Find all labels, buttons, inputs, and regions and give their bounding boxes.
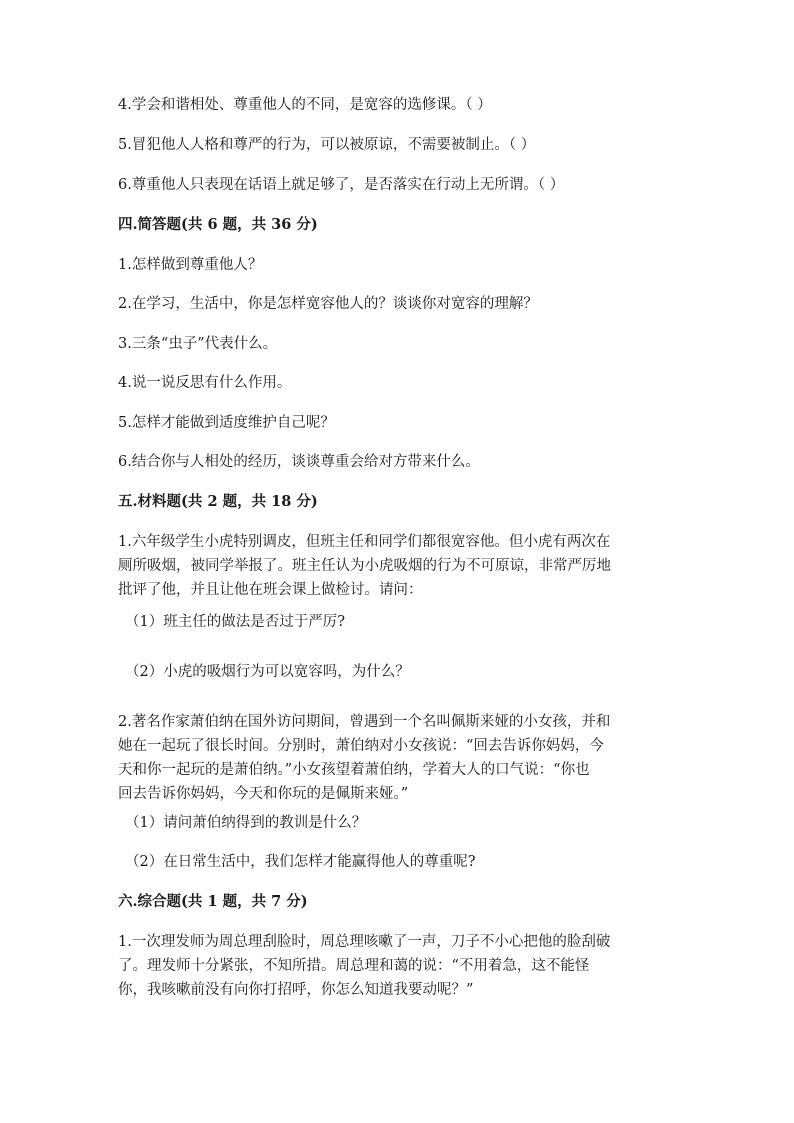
question-4-3: 3.三条“虫子”代表什么。 — [118, 336, 278, 352]
question-3-5: 5.冒犯他人人格和尊严的行为，可以被原谅，不需要被制止。（ ） — [118, 137, 536, 153]
material-1-text — [118, 530, 666, 602]
material-2-line: 天和你一起玩的是萧伯纳。”小女孩望着萧伯纳，学着大人的口气说：“你也 — [118, 762, 590, 778]
question-4-2: 2.在学习，生活中，你是怎样宽容他人的？谈谈你对宽容的理解？ — [118, 296, 538, 312]
material-2-line: 她在一起玩了很长时间。分别时，萧伯纳对小女孩说：“回去告诉你妈妈，今 — [118, 738, 604, 754]
section-6-heading: 六.综合题(共 1 题，共 7 分) — [118, 893, 308, 910]
question-4-4: 4.说一说反思有什么作用。 — [118, 375, 292, 391]
material-2-line: 2.著名作家萧伯纳在国外访问期间，曾遇到一个名叫佩斯来娅的小女孩，并和 — [118, 714, 611, 730]
question-4-6: 6.结合你与人相处的经历，谈谈尊重会给对方带来什么。 — [118, 454, 480, 470]
question-3-6: 6.尊重他人只表现在话语上就足够了，是否落实在行动上无所谓。（ ） — [118, 177, 565, 193]
material-1-line: 批评了他，并且让他在班会课上做检讨。请问： — [118, 582, 423, 598]
material-2-line: 回去告诉你妈妈，今天和你玩的是佩斯来娅。” — [118, 786, 409, 802]
material-1-line: 1.六年级学生小虎特别调皮，但班主任和同学们都很宽容他。但小虎有两次在 — [118, 534, 611, 550]
material-2-sub-2: （2）在日常生活中，我们怎样才能赢得他人的尊重呢? — [125, 854, 476, 870]
section-4-heading: 四.简答题(共 6 题，共 36 分) — [118, 216, 318, 233]
question-4-1: 1.怎样做到尊重他人？ — [118, 257, 263, 273]
material-2-text — [118, 710, 666, 806]
material-1-sub-1: （1）班主任的做法是否过于严厉? — [125, 614, 345, 630]
comprehensive-1-text — [118, 930, 666, 1002]
comprehensive-1-line: 1.一次理发师为周总理刮脸时，周总理咳嗽了一声，刀子不小心把他的脸刮破 — [118, 934, 611, 950]
material-1-sub-2: （2）小虎的吸烟行为可以宽容吗，为什么？ — [125, 664, 410, 680]
question-4-5: 5.怎样才能做到适度维护自己呢？ — [118, 415, 335, 431]
comprehensive-1-line: 你，我咳嗽前没有向你打招呼，你怎么知道我要动呢？” — [118, 982, 474, 998]
material-1-line: 厕所吸烟，被同学举报了。班主任认为小虎吸烟的行为不可原谅，非常严厉地 — [118, 558, 611, 574]
material-2-sub-1: （1）请问萧伯纳得到的教训是什么？ — [125, 815, 367, 831]
question-3-4: 4.学会和谐相处、尊重他人的不同，是宽容的选修课。（ ） — [118, 97, 492, 113]
comprehensive-1-line: 了。理发师十分紧张，不知所措。周总理和蔼的说：“不用着急，这不能怪 — [118, 958, 590, 974]
section-5-heading: 五.材料题(共 2 题，共 18 分) — [118, 493, 318, 510]
